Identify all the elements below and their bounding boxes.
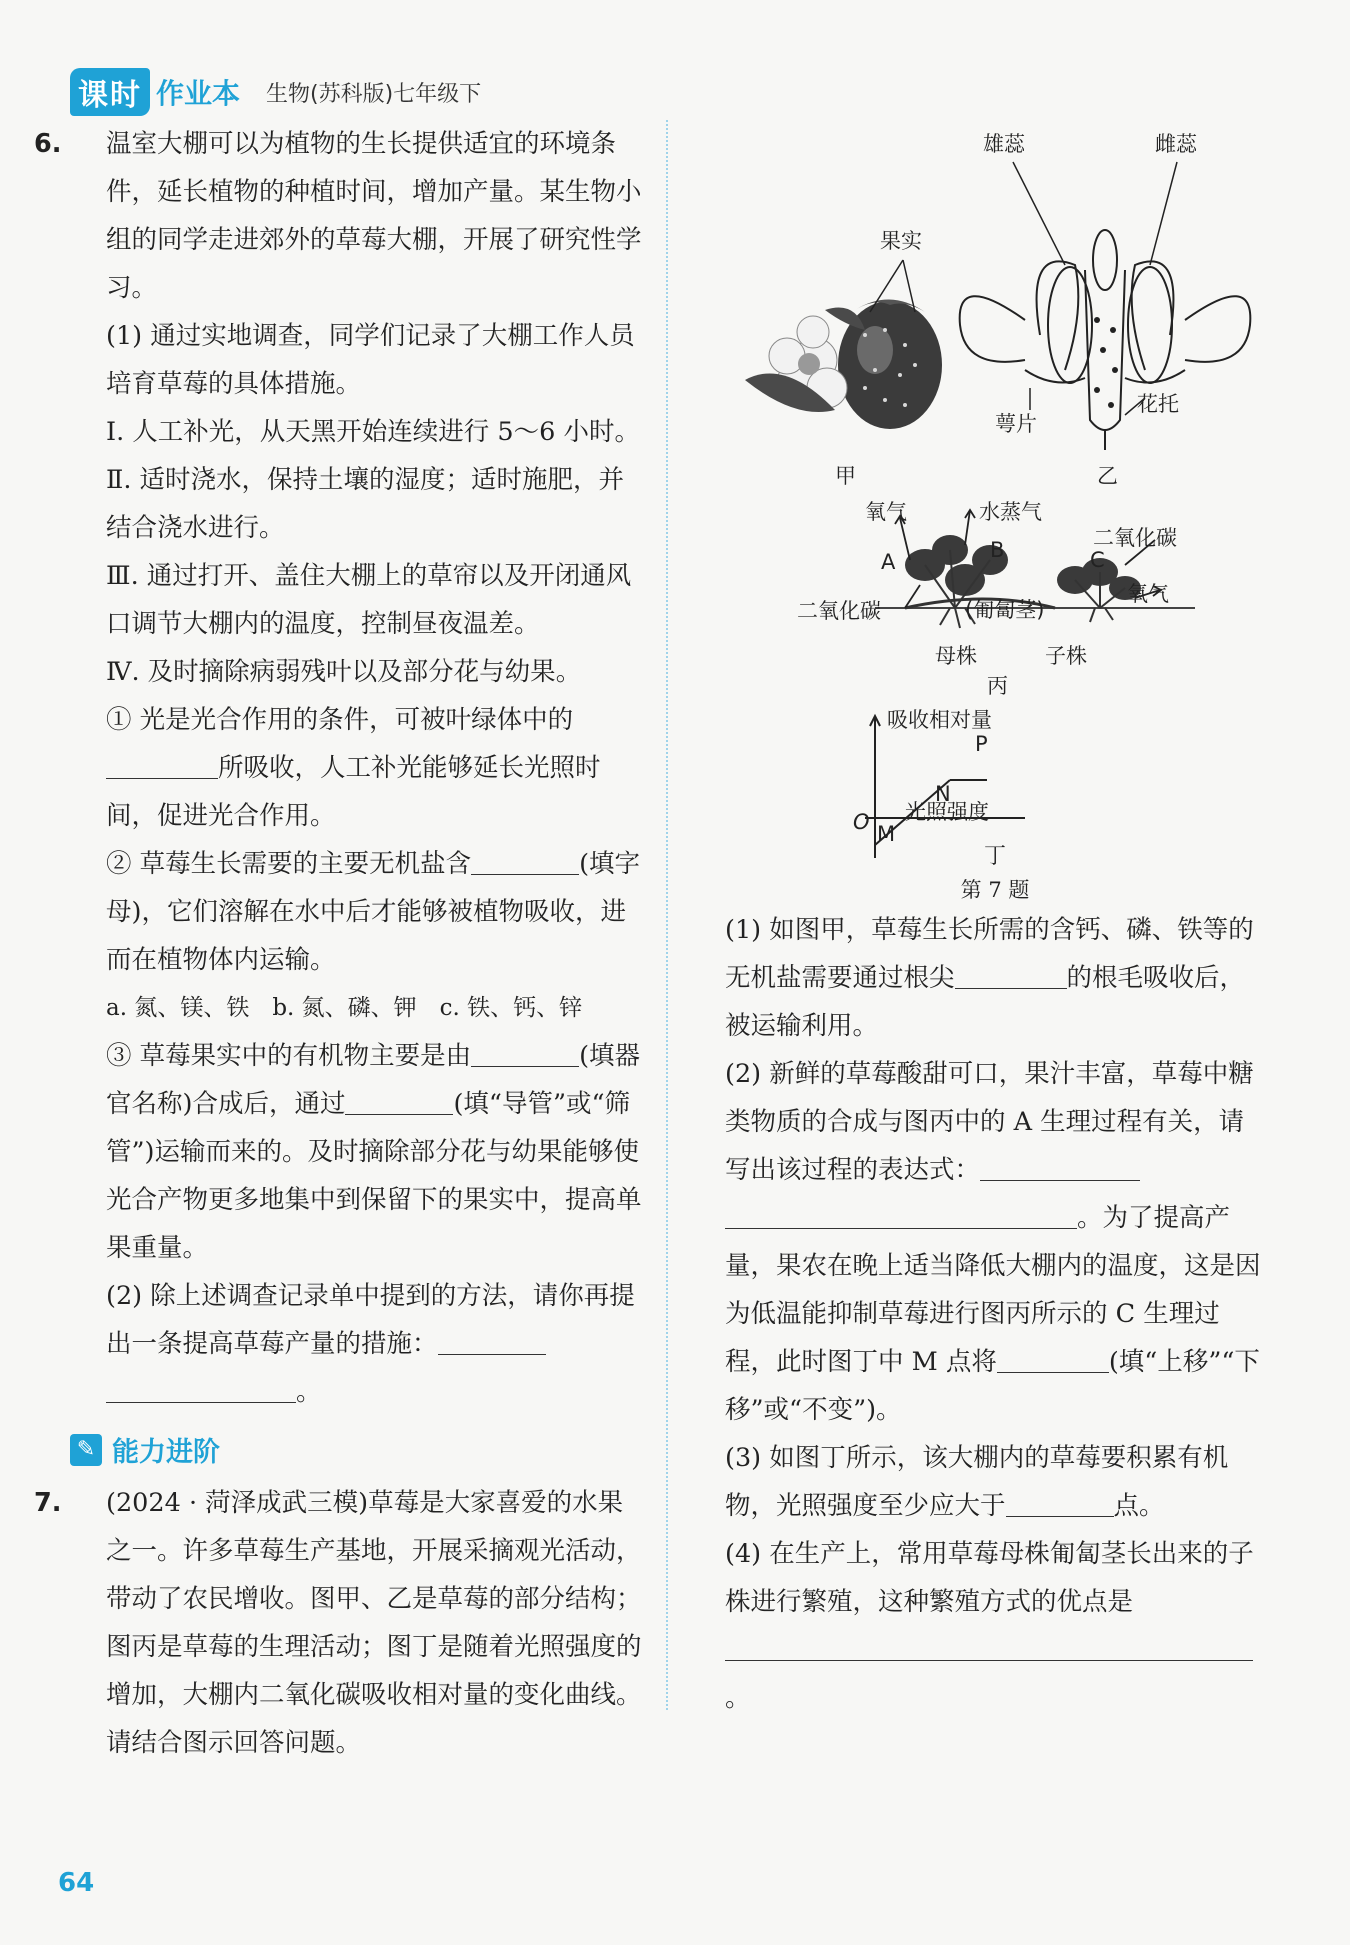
header xyxy=(70,72,481,112)
strawberry-photo-icon xyxy=(745,299,942,429)
label-co2-right: 二氧化碳 xyxy=(1093,526,1177,550)
subject-title: 生物(苏科版)七年级下 xyxy=(266,81,482,107)
answer-blank[interactable] xyxy=(471,1041,579,1068)
q6-part2: (2) 除上述调查记录单中提到的方法，请你再提出一条提高草莓产量的措施： 。 xyxy=(106,1281,635,1407)
label-process-b: B xyxy=(990,538,1005,562)
q6-options: a. 氮、镁、铁 b. 氮、磷、钾 c. 铁、钙、锌 xyxy=(106,995,583,1021)
section-title: 能力进阶 xyxy=(112,1437,220,1468)
answer-blank[interactable] xyxy=(106,1377,296,1404)
left-column xyxy=(34,120,645,1767)
label-daughter-plant: 子株 xyxy=(1045,644,1087,668)
caption-bing: 丙 xyxy=(987,674,1008,698)
answer-blank[interactable] xyxy=(997,1347,1109,1374)
label-fruit: 果实 xyxy=(880,229,922,253)
answer-blank[interactable] xyxy=(345,1089,453,1116)
q6-measure-3: Ⅲ. 通过打开、盖住大棚上的草帘以及开闭通风口调节大棚内的温度，控制昼夜温差。 xyxy=(106,561,632,639)
label-sepal: 萼片 xyxy=(995,412,1037,436)
point-m: M xyxy=(877,822,896,846)
q6-measure-1: Ⅰ. 人工补光，从天黑开始连续进行 5～6 小时。 xyxy=(106,417,640,447)
answer-blank[interactable] xyxy=(725,1203,1077,1230)
label-stamen: 雄蕊 xyxy=(983,132,1025,156)
caption-jia: 甲 xyxy=(835,464,856,488)
figure-drawing xyxy=(725,120,1265,858)
q6-number: 6. xyxy=(34,129,62,159)
q6-stem: 6. 温室大棚可以为植物的生长提供适宜的环境条件，延长植物的种植时间，增加产量。某生物小组的同学走进郊外的草莓大棚，开展了研究性学习。 xyxy=(70,120,645,312)
caption-yi: 乙 xyxy=(1097,464,1118,488)
logo-text: 作业本 xyxy=(156,77,241,110)
section-heading xyxy=(70,1430,645,1469)
point-n: N xyxy=(935,782,951,806)
label-stolon: (匍匐茎) xyxy=(965,598,1045,622)
q7-number: 7. xyxy=(34,1488,62,1518)
column-divider xyxy=(666,120,668,1710)
label-co2-left: 二氧化碳 xyxy=(797,599,881,623)
figure-q7 xyxy=(725,120,1265,858)
label-oxygen-left: 氧气 xyxy=(865,500,907,524)
q6-sub-3: ③ 草莓果实中的有机物主要是由 (填器官名称)合成后，通过 (填“导管”或“筛管”)运输而来的。及时摘除部分花与幼果能够使光合产物更多地集中到保留下的果实中，提高单果重量。 xyxy=(106,1041,642,1263)
pencil-icon: ✎ xyxy=(70,1434,102,1466)
chart-x-label: 光照强度 xyxy=(905,800,989,824)
q6-measure-4: Ⅳ. 及时摘除病弱残叶以及部分花与幼果。 xyxy=(106,657,582,687)
label-oxygen-right: 氧气 xyxy=(1127,582,1169,606)
logo-icon: 课时 xyxy=(70,68,150,116)
q7-stem: 7. (2024 · 菏泽成武三模)草莓是大家喜爱的水果之一。许多草莓生产基地，开展采摘观光活动，带动了农民增收。图甲、乙是草莓的部分结构；图丙是草莓的生理活动；图丁是随着光照强度的增加，大棚内二氧化碳吸收相对量的变化曲线。请结合图示回答问题。 xyxy=(70,1479,645,1767)
q6-sub-2: ② 草莓生长需要的主要无机盐含 (填字母)，它们溶解在水中后才能够被植物吸收，进而在植物体内运输。 xyxy=(106,849,641,975)
origin-o: O xyxy=(853,810,870,834)
answer-blank[interactable] xyxy=(980,1155,1140,1182)
caption-ding-visible: 丁 xyxy=(983,844,1006,869)
label-water-vapor: 水蒸气 xyxy=(979,500,1042,524)
answer-blank[interactable] xyxy=(438,1329,546,1356)
answer-blank[interactable] xyxy=(471,849,579,876)
answer-blank[interactable] xyxy=(1006,1491,1114,1518)
point-p: P xyxy=(975,732,988,756)
label-process-a: A xyxy=(881,550,896,574)
right-column xyxy=(725,120,1265,1722)
q6-sub-1: ① 光是光合作用的条件，可被叶绿体中的所吸收，人工补光能够延长光照时间，促进光合作用。 xyxy=(106,705,601,831)
chart-y-label: 吸收相对量 xyxy=(887,708,992,732)
label-mother-plant: 母株 xyxy=(935,644,977,668)
label-process-c: C xyxy=(1090,548,1105,572)
q7-part3: (3) 如图丁所示，该大棚内的草莓要积累有机物，光照强度至少应大于 点。 xyxy=(725,1443,1229,1521)
page-number: 64 xyxy=(58,1868,95,1898)
q7-part2: (2) 新鲜的草莓酸甜可口，果汁丰富，草莓中糖类物质的合成与图丙中的 A 生理过程有关，请写出该过程的表达式： 。为了提高产量，果农在晚上适当降低大棚内的温度，这是因为低温能抑制草莓进行图丙所示的 C 生理过程，此时图丁中 M 点将 (填“上移”“下移”或“不变”)。 xyxy=(725,1059,1261,1425)
q6-measure-2: Ⅱ. 适时浇水，保持土壤的湿度；适时施肥，并结合浇水进行。 xyxy=(106,465,625,543)
answer-blank[interactable] xyxy=(106,753,218,780)
figure-title: 第 7 题 xyxy=(960,878,1030,902)
label-pistil: 雌蕊 xyxy=(1155,132,1197,156)
answer-blank[interactable] xyxy=(955,963,1067,990)
q6-part1: (1) 通过实地调查，同学们记录了大棚工作人员培育草莓的具体措施。 xyxy=(106,321,635,399)
q7-part1: (1) 如图甲，草莓生长所需的含钙、磷、铁等的无机盐需要通过根尖 的根毛吸收后，被运输利用。 xyxy=(725,915,1254,1041)
q7-part4: (4) 在生产上，常用草莓母株匍匐茎长出来的子株进行繁殖，这种繁殖方式的优点是 。 xyxy=(725,1539,1254,1713)
label-receptacle: 花托 xyxy=(1137,392,1179,416)
answer-blank[interactable] xyxy=(725,1635,1253,1662)
